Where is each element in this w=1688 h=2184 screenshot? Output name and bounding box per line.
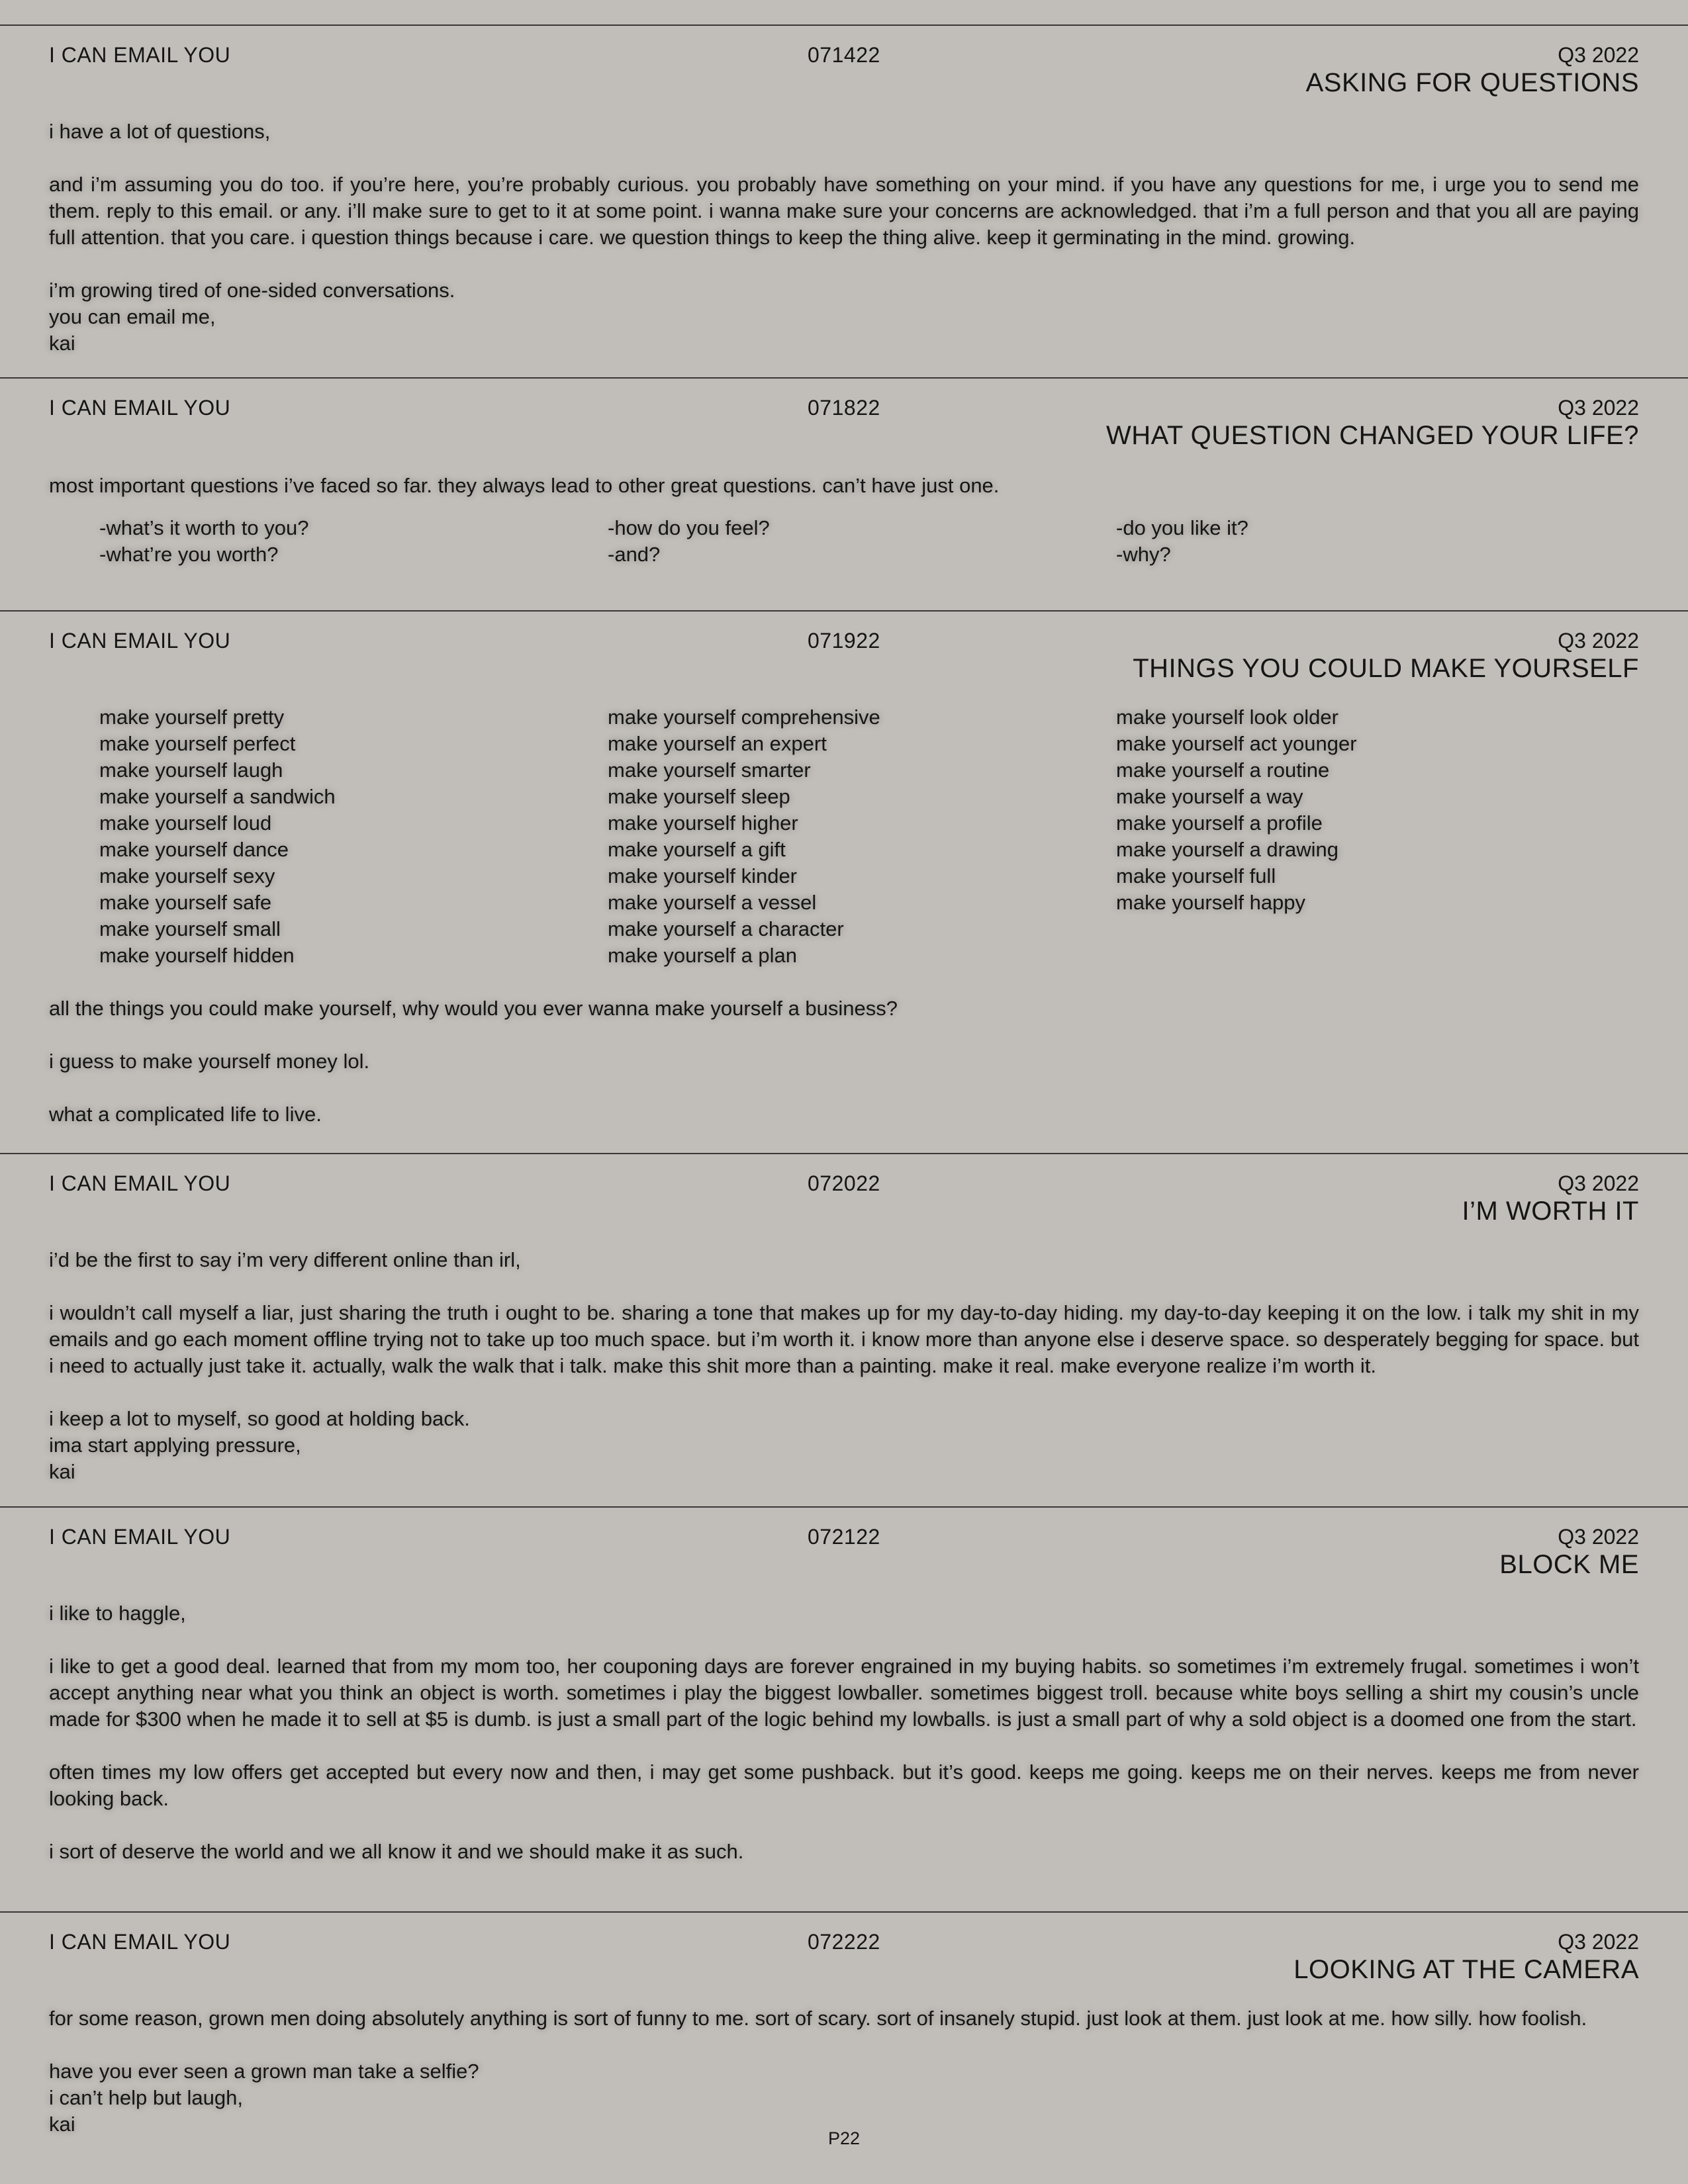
entry-date: 072222: [808, 1930, 880, 1954]
series-label: I CAN EMAIL YOU: [49, 1525, 231, 1549]
paragraph-line: i’m growing tired of one-sided conversations.: [49, 279, 455, 302]
entry-title: WHAT QUESTION CHANGED YOUR LIFE?: [1105, 421, 1639, 450]
list-item: make yourself a gift: [608, 838, 786, 861]
entry-quarter: Q3 2022: [1558, 629, 1639, 653]
question-item: -how do you feel?: [608, 516, 770, 539]
series-label: I CAN EMAIL YOU: [49, 629, 231, 653]
entry-date: 071922: [808, 629, 880, 653]
question-columns: [49, 515, 1639, 568]
entry-header: [0, 612, 1688, 684]
entry-title: I’M WORTH IT: [1462, 1197, 1639, 1226]
question-column: [608, 515, 1116, 568]
paragraph: what a complicated life to live.: [49, 1103, 322, 1126]
paragraph-line: you can email me,: [49, 305, 216, 328]
paragraph: most important questions i’ve faced so far. they always lead to other great questions. can’t have just one.: [49, 474, 1000, 497]
entry-title: THINGS YOU COULD MAKE YOURSELF: [1133, 654, 1639, 683]
list-column: [1116, 704, 1624, 969]
entry-header: [0, 1154, 1688, 1227]
series-label: I CAN EMAIL YOU: [49, 1171, 231, 1195]
list-item: make yourself a profile: [1116, 811, 1323, 835]
email-entry-071922: [0, 610, 1688, 1153]
list-item: make yourself sexy: [99, 864, 275, 887]
series-label: I CAN EMAIL YOU: [49, 1930, 231, 1954]
paragraph: often times my low offers get accepted but every now and then, i may get some pushback. but it’s good. keeps me going. keeps me on their nerves. keeps me from never looking back.: [49, 1760, 1639, 1810]
entry-title: LOOKING AT THE CAMERA: [1293, 1955, 1639, 1984]
list-item: make yourself a way: [1116, 785, 1303, 808]
signature: kai: [49, 332, 75, 355]
list-item: make yourself an expert: [608, 732, 827, 755]
entry-date: 072022: [808, 1171, 880, 1195]
entry-quarter: Q3 2022: [1558, 1930, 1639, 1954]
list-item: make yourself small: [99, 917, 281, 940]
list-item: make yourself look older: [1116, 705, 1338, 729]
question-item: -what’s it worth to you?: [99, 516, 309, 539]
make-yourself-columns: [49, 704, 1639, 969]
paragraph: i wouldn’t call myself a liar, just sharing the truth i ought to be. sharing a tone that makes up for my day-to-day hiding. my day-to-day keeping it on the low. i talk my shit in my emails and go each moment offline trying not to take up too much space. but i’m worth it. i know more than anyone else i deserve space. so desperately begging for space. but i need to actually just take it. actually, walk the walk that i talk. make this shit more than a painting. make it real. make everyone realize i’m worth it.: [49, 1301, 1639, 1377]
entry-body: [49, 118, 1639, 357]
entry-date: 072122: [808, 1525, 880, 1549]
entry-quarter: Q3 2022: [1558, 1525, 1639, 1549]
list-item: make yourself laugh: [99, 758, 283, 782]
list-item: make yourself a vessel: [608, 891, 817, 914]
list-column: [608, 704, 1116, 969]
list-item: make yourself comprehensive: [608, 705, 880, 729]
entry-body: [49, 1247, 1639, 1485]
entry-quarter: Q3 2022: [1558, 396, 1639, 420]
paragraph: all the things you could make yourself, why would you ever wanna make yourself a business?: [49, 997, 898, 1020]
list-item: make yourself a plan: [608, 944, 798, 967]
question-item: -and?: [608, 543, 661, 566]
entry-body: [49, 1600, 1639, 1865]
email-entry-072122: [0, 1506, 1688, 1911]
paragraph: i like to get a good deal. learned that from my mom too, her couponing days are forever engrained in my buying habits. so sometimes i’m extremely frugal. sometimes i won’t accept anything near what you think an object is worth. sometimes i play the biggest lowballer. sometimes biggest troll. because white boys selling a shirt my cousin’s uncle made for $300 when he made it to sell at $5 is dumb. is just a small part of the logic behind my lowballs. is just a small part of why a sold object is a doomed one from the start.: [49, 1655, 1639, 1731]
paragraph: i guess to make yourself money lol.: [49, 1050, 370, 1073]
paragraph: i’d be the first to say i’m very different online than irl,: [49, 1248, 521, 1271]
paragraph: for some reason, grown men doing absolutely anything is sort of funny to me. sort of scary. sort of insanely stupid. just look at them. just look at me. how silly. how foolish.: [49, 2007, 1587, 2030]
series-label: I CAN EMAIL YOU: [49, 43, 231, 67]
entry-body: [49, 473, 1639, 568]
question-item: -why?: [1116, 543, 1171, 566]
entry-header: [0, 1508, 1688, 1580]
email-entry-071422: [0, 24, 1688, 377]
entry-quarter: Q3 2022: [1558, 1171, 1639, 1195]
series-label: I CAN EMAIL YOU: [49, 396, 231, 420]
email-entry-072022: [0, 1153, 1688, 1506]
list-item: make yourself loud: [99, 811, 272, 835]
entry-date: 071822: [808, 396, 880, 420]
entry-title: ASKING FOR QUESTIONS: [1305, 68, 1639, 97]
paragraph-line: ima start applying pressure,: [49, 1433, 301, 1457]
list-item: make yourself a routine: [1116, 758, 1330, 782]
list-item: make yourself a drawing: [1116, 838, 1338, 861]
list-item: make yourself a sandwich: [99, 785, 336, 808]
list-item: make yourself pretty: [99, 705, 285, 729]
list-item: make yourself higher: [608, 811, 798, 835]
paragraph-line: i can’t help but laugh,: [49, 2086, 243, 2109]
page-number: P22: [827, 2128, 861, 2148]
list-item: make yourself kinder: [608, 864, 798, 887]
list-item: make yourself dance: [99, 838, 289, 861]
entry-title: BLOCK ME: [1499, 1550, 1639, 1579]
list-item: make yourself act younger: [1116, 732, 1357, 755]
entry-header: [0, 379, 1688, 451]
list-item: make yourself happy: [1116, 891, 1306, 914]
entry-header: [0, 1913, 1688, 1985]
list-column: [99, 704, 608, 969]
question-item: -what’re you worth?: [99, 543, 279, 566]
list-item: make yourself safe: [99, 891, 272, 914]
list-item: make yourself sleep: [608, 785, 790, 808]
entry-date: 071422: [808, 43, 880, 67]
entry-header: [0, 26, 1688, 99]
entry-body: [49, 2005, 1639, 2138]
list-item: make yourself full: [1116, 864, 1276, 887]
paragraph: and i’m assuming you do too. if you’re here, you’re probably curious. you probably have something on your mind. if you have any questions for me, i urge you to send me them. reply to this email. or any. i’ll make sure to get to it at some point. i wanna make sure your concerns are acknowledged. that i’m a full person and that you all are paying full attention. that you care. i question things because i care. we question things to keep the thing alive. keep it germinating in the mind. growing.: [49, 173, 1639, 249]
question-item: -do you like it?: [1116, 516, 1248, 539]
list-item: make yourself smarter: [608, 758, 811, 782]
email-entry-071822: [0, 377, 1688, 610]
question-column: [1116, 515, 1624, 568]
paragraph: i have a lot of questions,: [49, 120, 271, 143]
signature: kai: [49, 1460, 75, 1483]
list-item: make yourself hidden: [99, 944, 295, 967]
paragraph-line: i keep a lot to myself, so good at holding back.: [49, 1407, 470, 1430]
signature: kai: [49, 2113, 75, 2136]
paragraph-line: have you ever seen a grown man take a selfie?: [49, 2060, 479, 2083]
paragraph: i like to haggle,: [49, 1602, 186, 1625]
entry-body: [49, 704, 1639, 1128]
paragraph: i sort of deserve the world and we all know it and we should make it as such.: [49, 1840, 744, 1863]
list-item: make yourself a character: [608, 917, 844, 940]
entry-quarter: Q3 2022: [1558, 43, 1639, 67]
question-column: [99, 515, 608, 568]
list-item: make yourself perfect: [99, 732, 296, 755]
